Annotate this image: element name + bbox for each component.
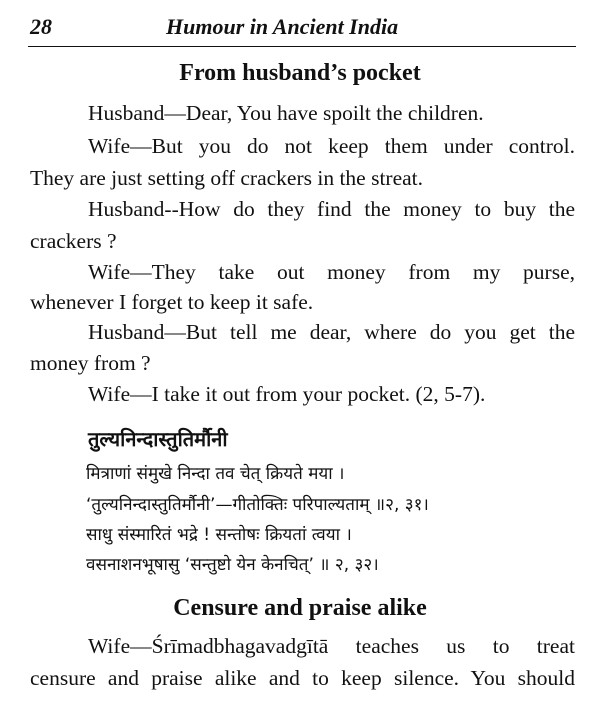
sanskrit-verse-line: साधु संस्मारितं भद्रे ! सन्तोषः क्रियतां त्वया । <box>86 525 352 545</box>
sanskrit-verse-line: ‘तुल्यनिन्दास्तुतिर्मौनी’—गीतोक्तिः परिपाल्यताम् ॥२, ३१। <box>86 495 429 515</box>
paragraph-line: censure and praise alike and to keep silence. You should <box>30 666 575 690</box>
paragraph-line: Wife—But you do not keep them under control. <box>88 134 575 158</box>
paragraph-line: money from ? <box>30 351 151 375</box>
section-heading-censure-and-praise: Censure and praise alike <box>173 595 427 621</box>
sanskrit-verse-line: वसनाशनभूषासु ‘सन्तुष्टो येन केनचित्’ ॥ २, ३२। <box>86 555 379 575</box>
sanskrit-heading: तुल्यनिन्दास्तुतिर्मौनी <box>88 427 228 451</box>
paragraph-line: whenever I forget to keep it safe. <box>30 290 314 314</box>
sanskrit-verse-line: मित्राणां संमुखे निन्दा तव चेत् क्रियते मया । <box>86 464 345 484</box>
running-title: Humour in Ancient India <box>166 14 399 39</box>
section-heading-husbands-pocket: From husband’s pocket <box>179 60 421 86</box>
paragraph-line: Husband—But tell me dear, where do you get the <box>88 320 575 344</box>
header-rule <box>28 46 576 47</box>
page-number: 28 <box>30 14 52 39</box>
paragraph-line: crackers ? <box>30 229 117 253</box>
paragraph-line: Wife—I take it out from your pocket. (2, 5-7). <box>88 382 486 406</box>
paragraph-line: They are just setting off crackers in the streat. <box>30 166 424 190</box>
paragraph-line: Wife—They take out money from my purse, <box>88 260 575 284</box>
paragraph-line: Husband--How do they find the money to buy the <box>88 197 575 221</box>
running-header <box>30 10 575 44</box>
paragraph-line: Wife—Śrīmadbhagavadgītā teaches us to treat <box>88 634 575 658</box>
paragraph-line: Husband—Dear, You have spoilt the children. <box>88 101 484 125</box>
